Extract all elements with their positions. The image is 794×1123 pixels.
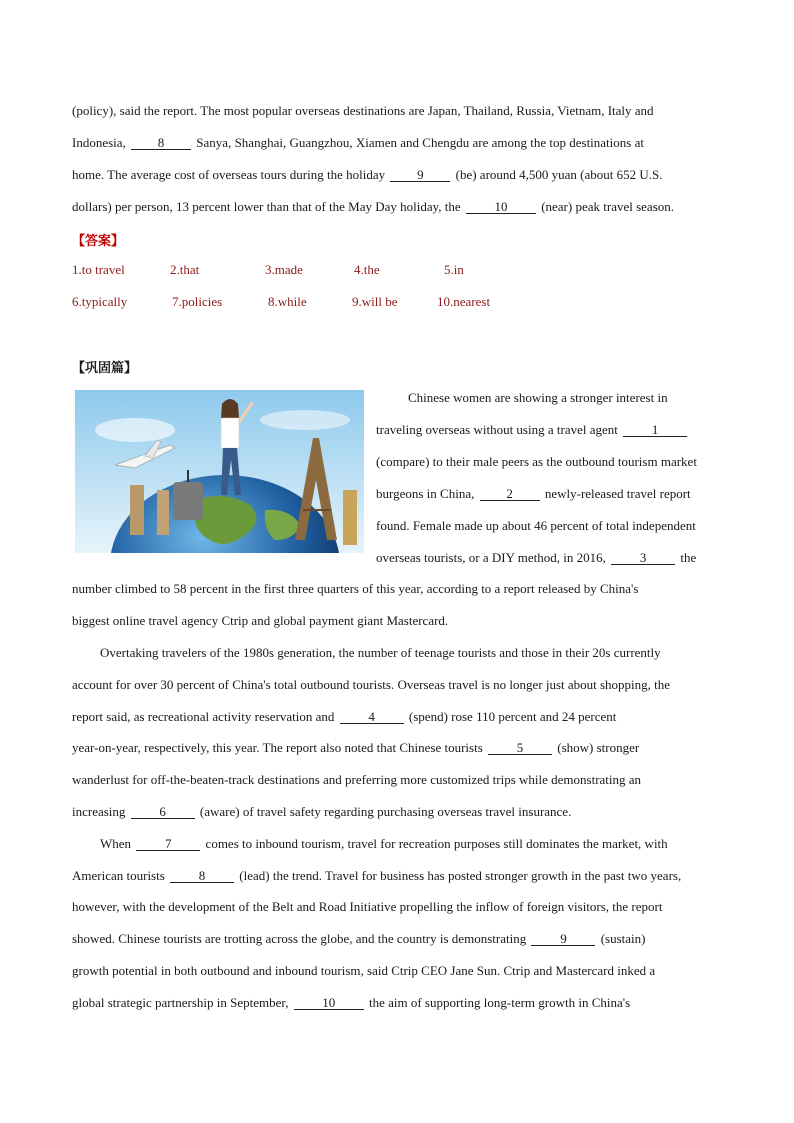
blank-7: 7 (136, 837, 200, 851)
answer-item: 3.made (265, 262, 303, 277)
answer-item: 9.will be (352, 294, 398, 309)
blank-1: 1 (623, 423, 687, 437)
travel-illustration (75, 390, 364, 553)
blank-5: 5 (488, 741, 552, 755)
text-line: found. Female made up about 46 percent of total independent (376, 518, 696, 533)
blank-8b: 8 (170, 869, 234, 883)
text-line: Overtaking travelers of the 1980s generation, the number of teenage tourists and those in their 20s currently (100, 645, 661, 660)
text-line: traveling overseas without using a travel agent 1 (376, 422, 689, 438)
text-line: Indonesia, 8 Sanya, Shanghai, Guangzhou, Xiamen and Chengdu are among the top destinations at (72, 135, 644, 150)
answer-item: 6.typically (72, 294, 128, 309)
answers-heading: 【答案】 (72, 234, 125, 249)
text-line: number climbed to 58 percent in the first three quarters of this year, according to a report released by China's (72, 581, 639, 596)
blank-9: 9 (390, 168, 450, 182)
blank-8: 8 (131, 136, 191, 150)
answer-item: 2.that (170, 262, 200, 277)
text-line: report said, as recreational activity reservation and 4 (spend) rose 110 percent and 24 percent (72, 709, 617, 724)
text-line: American tourists 8 (lead) the trend. Travel for business has posted stronger growth in the past two years, (72, 868, 682, 883)
text-line: burgeons in China, 2 newly-released travel report (376, 486, 691, 501)
text-line: growth potential in both outbound and inbound tourism, said Ctrip CEO Jane Sun. Ctrip and Mastercard inked a (72, 963, 656, 978)
text-line: overseas tourists, or a DIY method, in 2016, 3 the (376, 550, 697, 565)
text-line: however, with the development of the Belt and Road Initiative propelling the inflow of foreign visitors, the report (72, 899, 663, 914)
blank-2: 2 (480, 487, 540, 501)
blank-4: 4 (340, 710, 404, 724)
text-line: biggest online travel agency Ctrip and global payment giant Mastercard. (72, 613, 449, 628)
text-line: year-on-year, respectively, this year. The report also noted that Chinese tourists 5 (show) stronger (72, 740, 640, 755)
blank-10: 10 (466, 200, 536, 214)
text-line: Chinese women are showing a stronger interest in (408, 390, 668, 405)
blank-3: 3 (611, 551, 675, 565)
blank-9b: 9 (531, 932, 595, 946)
answer-item: 5.in (444, 262, 464, 277)
blank-10b: 10 (294, 996, 364, 1010)
blank-6: 6 (131, 805, 195, 819)
text-line: global strategic partnership in September, 10 the aim of supporting long-term growth in China's (72, 995, 631, 1010)
answer-item: 10.nearest (437, 294, 491, 309)
answer-item: 1.to travel (72, 262, 125, 277)
globe-travel-image (75, 390, 364, 553)
section-heading: 【巩固篇】 (72, 361, 138, 376)
text-line: home. The average cost of overseas tours during the holiday 9 (be) around 4,500 yuan (about 652 U.S. (72, 167, 663, 182)
text-line: increasing 6 (aware) of travel safety regarding purchasing overseas travel insurance. (72, 804, 572, 819)
text-line: showed. Chinese tourists are trotting across the globe, and the country is demonstrating 9 (sustain) (72, 931, 646, 946)
text-line: wanderlust for off-the-beaten-track destinations and preferring more customized trips while demonstrating an (72, 772, 642, 787)
text-line: When 7 comes to inbound tourism, travel for recreation purposes still dominates the market, with (100, 836, 668, 851)
text-line: account for over 30 percent of China's total outbound tourists. Overseas travel is no longer just about shopping, the (72, 677, 671, 692)
text-line: (compare) to their male peers as the outbound tourism market (376, 454, 697, 469)
text-line: dollars) per person, 13 percent lower than that of the May Day holiday, the 10 (near) peak travel season. (72, 199, 675, 214)
text-line: (policy), said the report. The most popular overseas destinations are Japan, Thailand, Russia, Vietnam, Italy and (72, 103, 654, 118)
answer-item: 4.the (354, 262, 380, 277)
answer-item: 8.while (268, 294, 307, 309)
answer-item: 7.policies (172, 294, 223, 309)
